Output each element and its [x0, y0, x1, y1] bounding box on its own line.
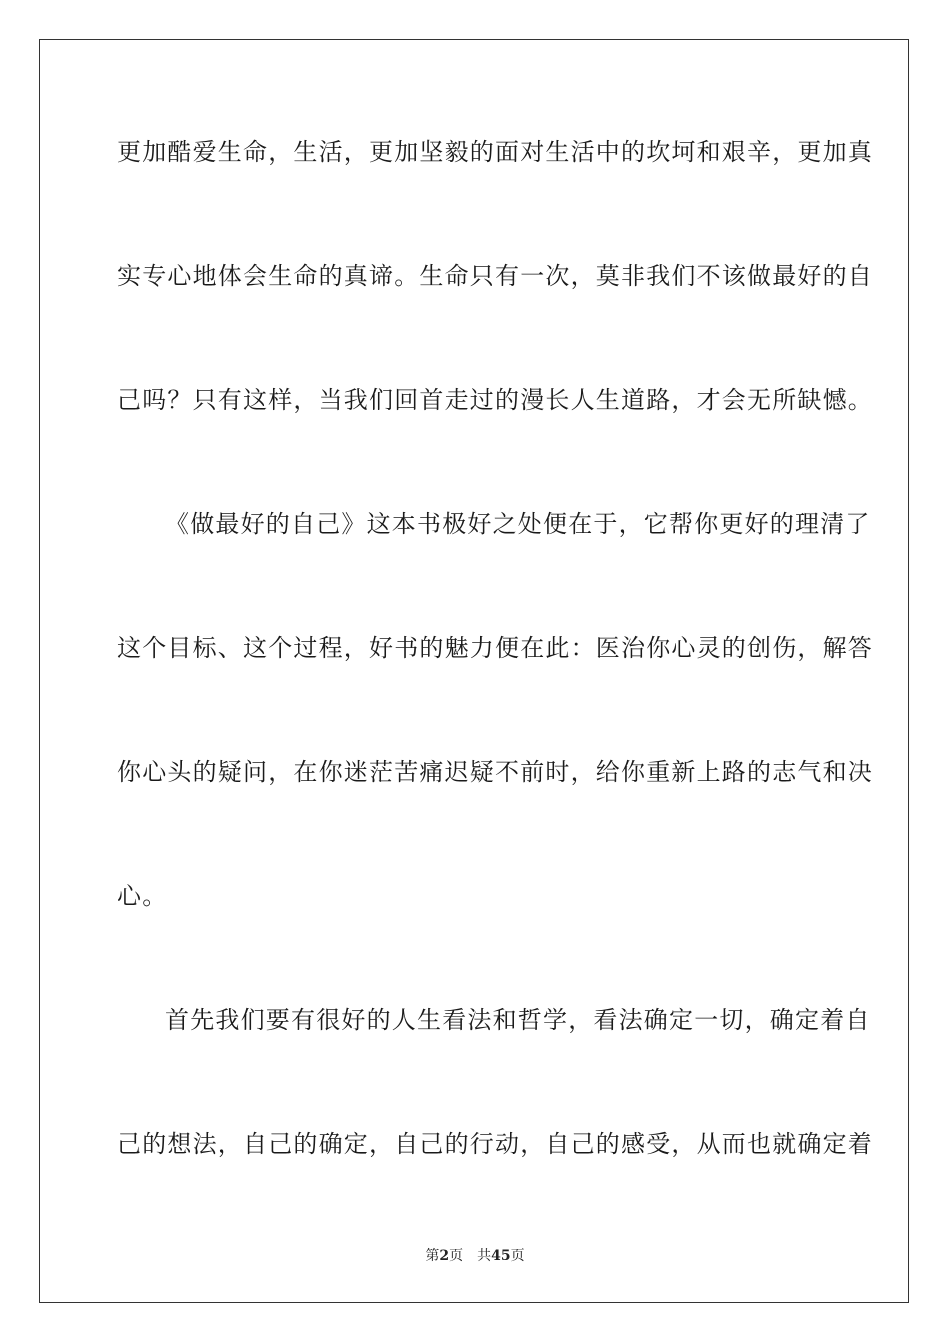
footer-page-number: 2 — [439, 1248, 450, 1264]
text-line-2: 实专心地体会生命的真谛。生命只有一次，莫非我们不该做最好的自 — [117, 262, 873, 290]
footer-total-prefix: 共 — [477, 1248, 492, 1264]
page-border — [39, 39, 909, 1303]
footer-page-prefix: 第 — [425, 1248, 440, 1264]
text-line-6: 你心头的疑问，在你迷茫苦痛迟疑不前时，给你重新上路的志气和决 — [117, 758, 873, 786]
footer-total-pages: 45 — [491, 1248, 511, 1264]
text-line-1: 更加酷爱生命，生活，更加坚毅的面对生活中的坎坷和艰辛，更加真 — [117, 138, 873, 166]
text-line-7: 心。 — [117, 882, 168, 910]
footer-total-suffix: 页 — [510, 1248, 525, 1264]
text-line-8-indented: 首先我们要有很好的人生看法和哲学，看法确定一切，确定着自 — [165, 1006, 871, 1034]
text-line-5: 这个目标、这个过程，好书的魅力便在此：医治你心灵的创伤，解答 — [117, 634, 873, 662]
page-footer — [0, 1247, 950, 1265]
footer-page-suffix: 页 — [449, 1248, 464, 1264]
text-line-4-indented: 《做最好的自己》这本书极好之处便在于，它帮你更好的理清了 — [165, 510, 871, 538]
text-line-3: 己吗？只有这样，当我们回首走过的漫长人生道路，才会无所缺憾。 — [117, 386, 873, 414]
text-line-9: 己的想法，自己的确定，自己的行动，自己的感受，从而也就确定着 — [117, 1130, 873, 1158]
